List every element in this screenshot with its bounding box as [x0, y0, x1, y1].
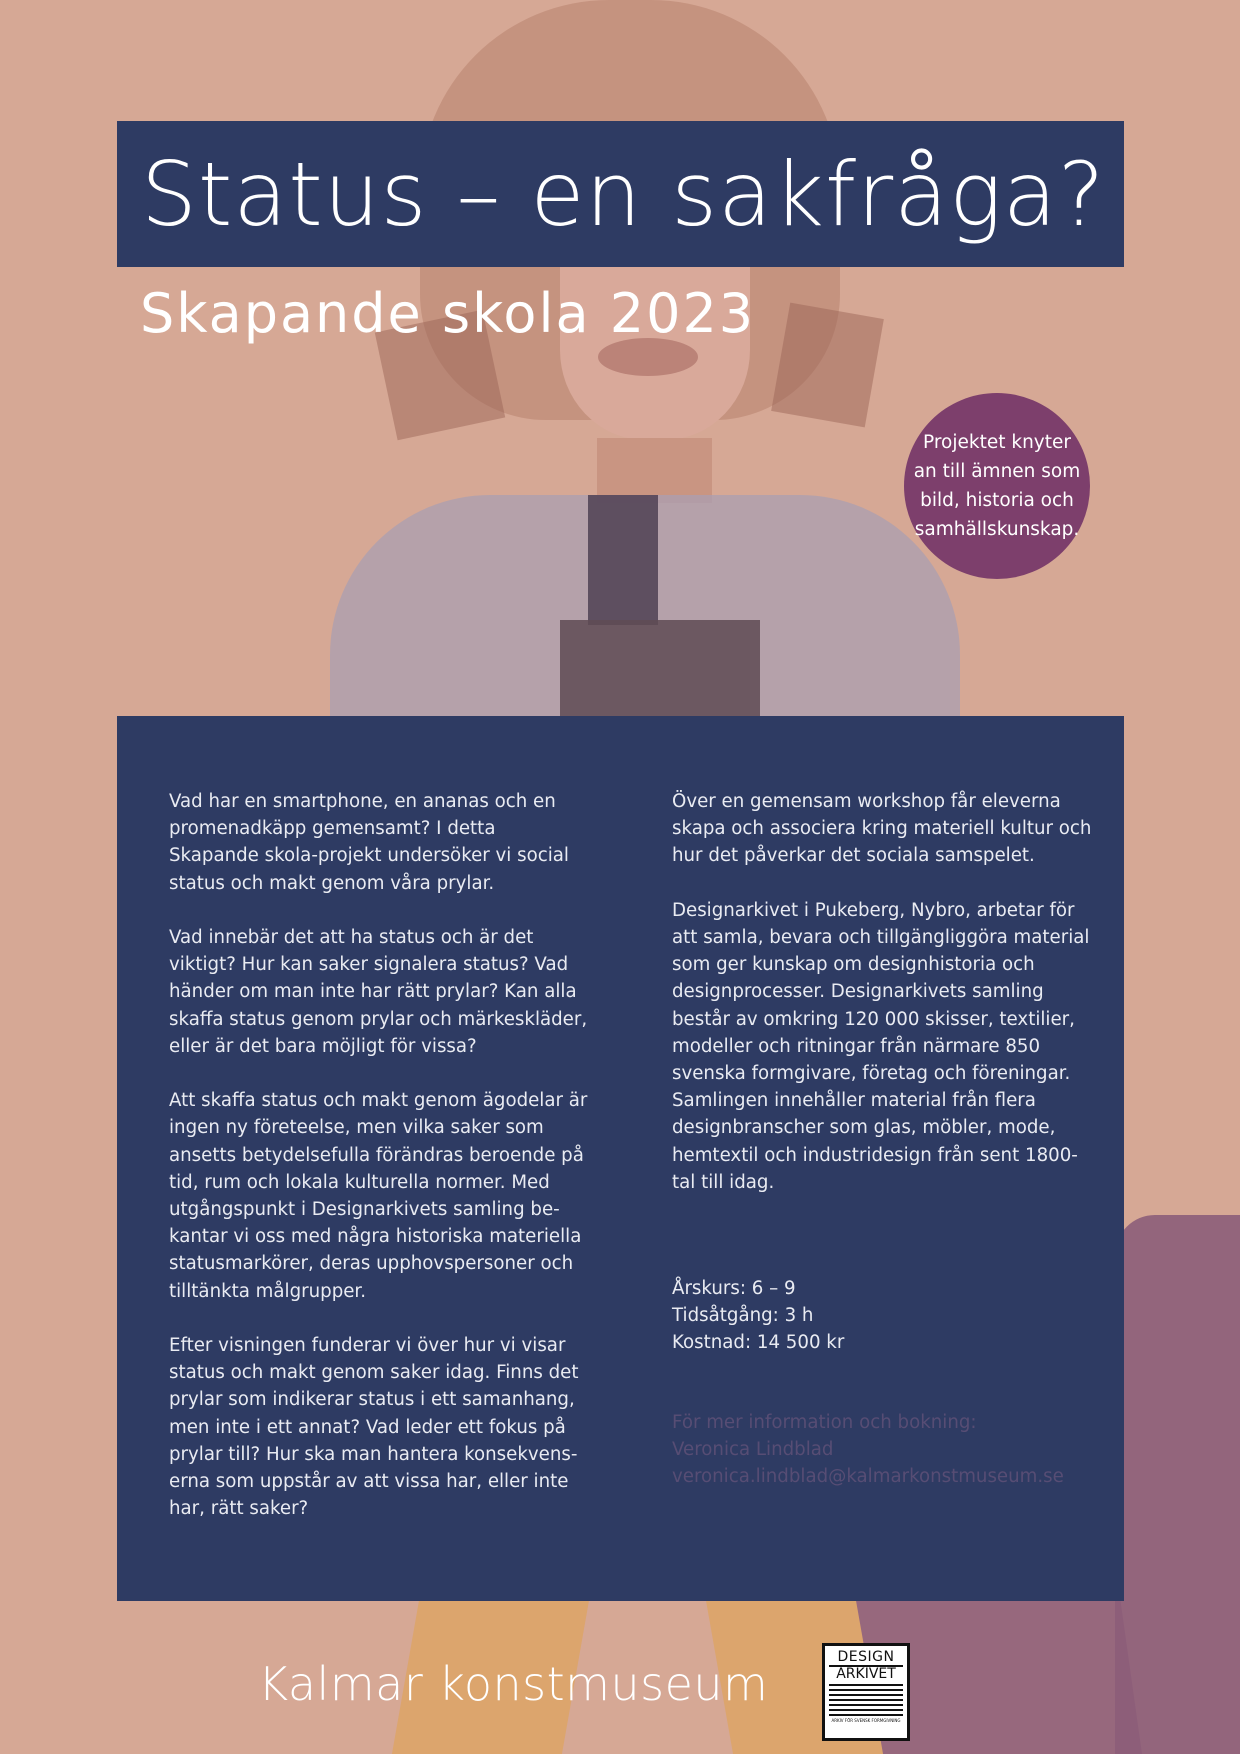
grade-text: Årskurs: 6 – 9	[672, 1278, 796, 1299]
paragraph: Designarkivet i Pukeberg, Nybro, arbetar för att samla, bevara och tillgängliggöra material som ger kunskap om designhistoria och designprocesser. Designarkivets samling består av omkring 120 000 skisser, textilier, modeller och ritningar från närmare 850 svenska formgivare, företag och föreningar. Samlingen innehåller material från flera designbranscher som glas, möbler, mode, hemtextil och industridesign från sent 1800-tal till idag.	[672, 899, 1090, 1193]
paragraph: Efter visningen funderar vi över hur vi visar status och makt genom saker idag. Finns det prylar som indikerar status i ett samanhang, men inte i ett annat? Vad leder ett fokus på prylar till? Hur ska man hantera konsekvenserna som uppstår av att vissa har, eller inte har, rätt saker?	[169, 1335, 579, 1520]
contact-intro: För mer information och bokning:	[672, 1412, 977, 1433]
logo-line2: ARKIVET	[829, 1665, 903, 1682]
subject-badge	[904, 393, 1090, 579]
duration-text: Tidsåtgång: 3 h	[672, 1305, 814, 1327]
subject-badge-text: Projektet knyter an till ämnen som bild, historia och samhällskunskap.	[913, 432, 1081, 540]
paragraph: Att skaffa status och makt genom ägodelar är ingen ny företeelse, men vilka saker som ansetts betydelsefulla förändras beroende på tid, rum och lokala kulturella normer. Med utgångspunkt i Designarkivets samling bekantar vi oss med några historiska materiella statusmarkörer, deras upphovspersoner och tilltänkta målgrupper.	[169, 1090, 588, 1302]
page-title: Status – en sakfråga?	[141, 142, 1106, 246]
info-panel	[117, 716, 1124, 1601]
logo-tagline: ARKIV FÖR SVENSK FORMGIVNING	[831, 1718, 901, 1723]
cost-text: Kostnad: 14 500 kr	[672, 1332, 845, 1354]
contact-email-link[interactable]: veronica.lindblad@kalmarkonstmuseum.se	[672, 1466, 1064, 1488]
logo-stripes-icon	[829, 1684, 903, 1718]
page-subtitle: Skapande skola 2023	[140, 282, 756, 345]
designarkivet-logo	[822, 1643, 910, 1741]
collage-pocket	[560, 620, 760, 720]
museum-logo-text: Kalmar konstmuseum	[258, 1657, 769, 1711]
contact-name: Veronica Lindblad	[672, 1439, 834, 1461]
collage-tie	[588, 495, 658, 625]
title-banner	[117, 121, 1124, 267]
paragraph: Vad har en smartphone, en ananas och en promenadkäpp gemensamt? I detta Skapande skola-projekt undersöker vi social status och makt genom våra prylar.	[169, 791, 569, 894]
contact-info	[672, 1409, 1112, 1491]
collage-bag	[1115, 1215, 1240, 1754]
paragraph: Över en gemensam workshop får eleverna skapa och associera kring materiell kultur och hur det påverkar det sociala samspelet.	[672, 791, 1092, 867]
logo-line1: DESIGN	[837, 1649, 895, 1665]
collage-neck	[597, 438, 712, 503]
left-column	[169, 788, 589, 1550]
collage-hair-right	[771, 303, 884, 428]
right-column	[672, 788, 1097, 1223]
course-facts	[672, 1275, 1097, 1357]
paragraph: Vad innebär det att ha status och är det viktigt? Hur kan saker signalera status? Vad händer om man inte har rätt prylar? Kan alla skaffa status genom prylar och märkeskläder, eller är det bara möjligt för vissa?	[169, 927, 588, 1057]
